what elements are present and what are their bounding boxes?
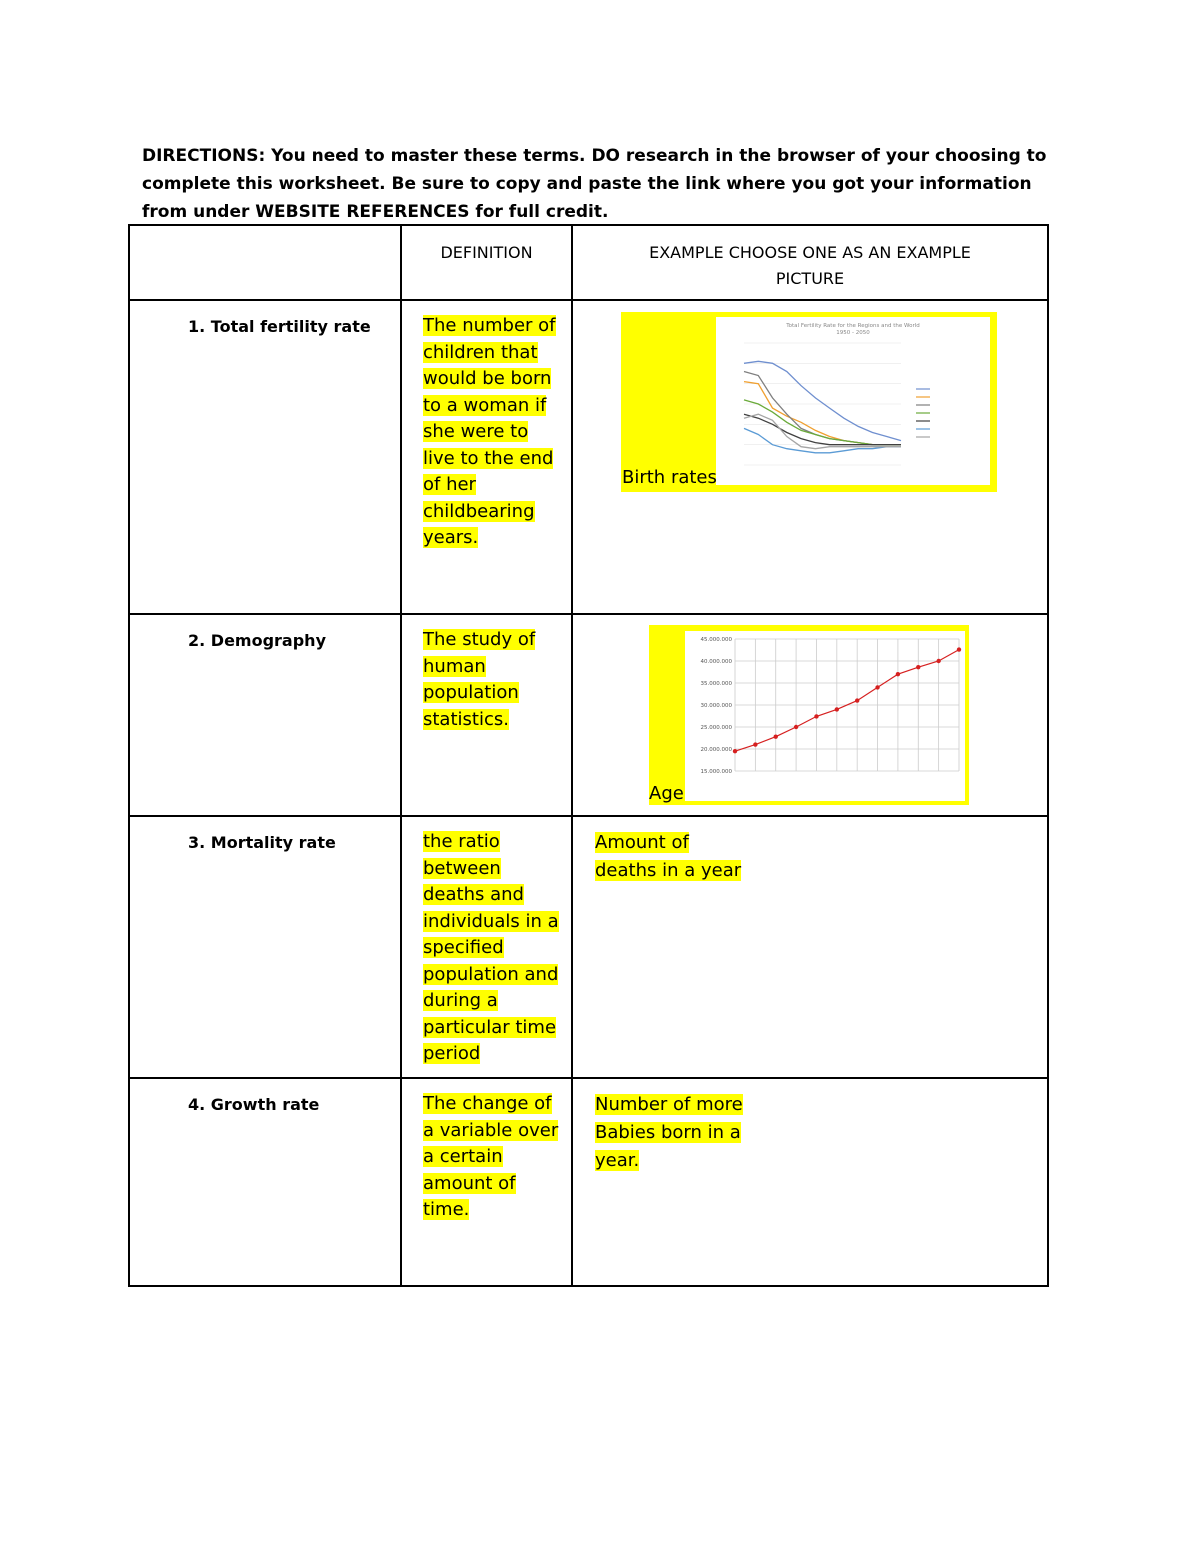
table-row: [129, 300, 1048, 614]
example-text: Number of more Babies born in a year.: [595, 1094, 743, 1171]
data-point: [774, 734, 778, 738]
chart-title: Total Fertility Rate for the Regions and the World: [786, 323, 920, 329]
fertility-chart: [716, 317, 990, 485]
term-cell: [129, 300, 401, 614]
example-cell: [572, 300, 1048, 614]
data-point: [753, 742, 757, 746]
data-point: [875, 685, 879, 689]
example-text: Amount of deaths in a year: [595, 832, 742, 881]
example-cell: [572, 614, 1048, 816]
y-tick-label: 40.000.000: [700, 659, 732, 665]
series-line: [744, 361, 901, 440]
definition-text: The number of children that would be born to a woman if she were to live to the end of her childbearing years.: [423, 315, 556, 548]
term-label: 1. Total fertility rate: [188, 317, 371, 336]
header-example: [572, 225, 1048, 300]
definition-cell: [401, 816, 572, 1078]
chart-subtitle: 1950 - 2050: [836, 330, 870, 336]
header-row: [129, 225, 1048, 300]
term-label: 4. Growth rate: [188, 1095, 320, 1114]
table-row: [129, 1078, 1048, 1286]
series-line: [744, 428, 901, 452]
data-point: [855, 698, 859, 702]
term-label: 2. Demography: [188, 631, 326, 650]
table-row: [129, 816, 1048, 1078]
term-label: 3. Mortality rate: [188, 833, 336, 852]
example-picture-label: Birth rates: [622, 467, 717, 488]
definition-text: The change of a variable over a certain amount of time.: [423, 1093, 559, 1220]
header-definition: DEFINITION: [401, 225, 572, 300]
worksheet-table: [128, 224, 1049, 1287]
header-empty-cell: [129, 225, 401, 300]
definition-cell: [401, 300, 572, 614]
example-picture-label: Age: [649, 783, 684, 804]
data-point: [957, 647, 961, 651]
example-cell: [572, 1078, 1048, 1286]
term-cell: [129, 1078, 401, 1286]
data-point: [916, 665, 920, 669]
data-point: [896, 672, 900, 676]
definition-cell: [401, 614, 572, 816]
y-tick-label: 45.000.000: [700, 637, 732, 643]
example-picture: [649, 625, 969, 805]
term-cell: [129, 614, 401, 816]
definition-text: The study of human population statistics.: [423, 629, 536, 730]
y-tick-label: 25.000.000: [700, 725, 732, 731]
data-point: [794, 725, 798, 729]
example-cell: [572, 816, 1048, 1078]
series-line: [735, 650, 959, 752]
y-tick-label: 20.000.000: [700, 747, 732, 753]
population-chart: [685, 631, 965, 801]
header-example-text: EXAMPLE CHOOSE ONE AS AN EXAMPLE PICTURE: [649, 243, 971, 288]
term-cell: [129, 816, 401, 1078]
y-tick-label: 35.000.000: [700, 681, 732, 687]
data-point: [835, 707, 839, 711]
table-row: [129, 614, 1048, 816]
y-tick-label: 15.000.000: [700, 769, 732, 775]
y-tick-label: 30.000.000: [700, 703, 732, 709]
example-picture: [621, 312, 997, 492]
data-point: [936, 659, 940, 663]
data-point: [733, 749, 737, 753]
data-point: [814, 714, 818, 718]
definition-text: the ratio between deaths and individuals in a specified population and during a particular time period: [423, 831, 559, 1064]
definition-cell: [401, 1078, 572, 1286]
directions-text: DIRECTIONS: You need to master these terms. DO research in the browser of your choosing to complete this worksheet. Be sure to copy and paste the link where you got your information from under WEBSITE REFERENCES for full credit.: [142, 146, 1047, 222]
